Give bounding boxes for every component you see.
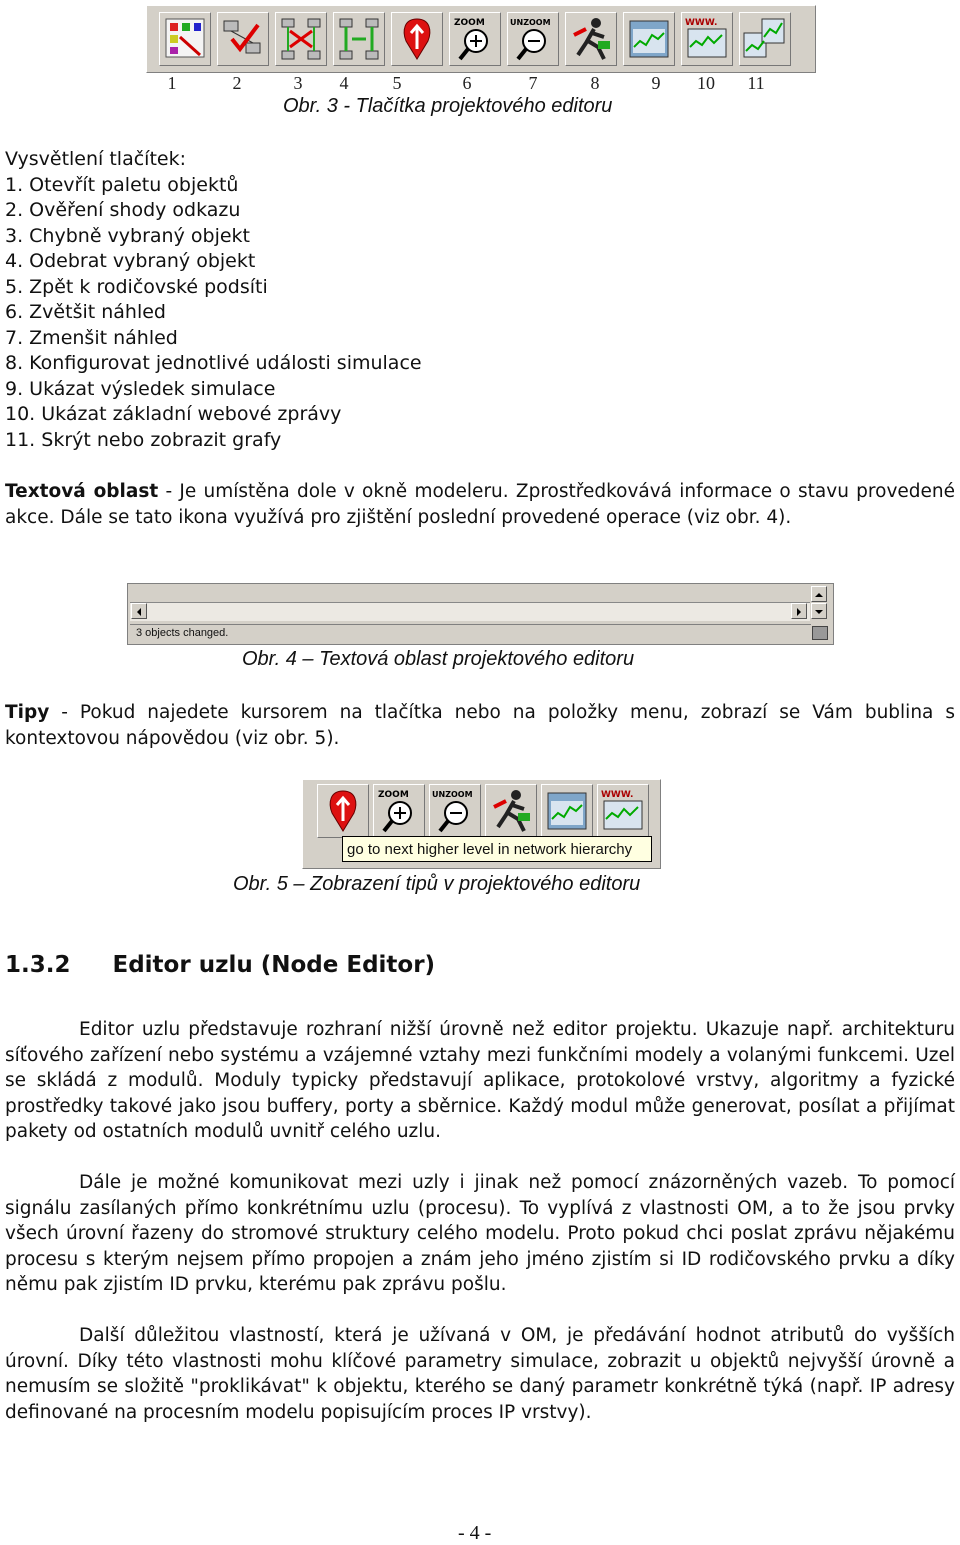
buttons-heading: Vysvětlení tlačítek: <box>5 148 186 170</box>
button-number: 8 <box>590 73 600 93</box>
list-item: 4. Odebrat vybraný objekt <box>5 250 256 272</box>
list-item: 3. Chybně vybraný objekt <box>5 225 250 247</box>
list-item: 1. Otevřít paletu objektů <box>5 174 239 196</box>
parent-subnet-icon <box>394 15 440 63</box>
button-number: 3 <box>293 73 303 93</box>
web-report-icon <box>684 15 732 63</box>
toggle-graphs-button[interactable] <box>739 12 791 66</box>
body-paragraph: Dále je možné komunikovat mezi uzly i jinak než pomocí znázorněných vazeb. To pomocí signálu zasílaných přímo konkrétnímu uzlu (procesu). To vyplívá z vlastnosti OM, a to že jsou prvky všech úrovní řazeny do stromové struktury celého modelu. Proto pokud chci poslat zprávu nějakému procesu s kterým nejsem přímo propojen a znám jeho jméno zjistím si ID rodičovského prvku a díky němu pak zjistím ID prvku, kterému pak zprávu pošlu. <box>5 1172 955 1296</box>
button-number: 4 <box>339 73 349 93</box>
tips-paragraph <box>5 700 955 751</box>
horizontal-scrollbar[interactable] <box>130 602 810 621</box>
button-number: 5 <box>392 73 402 93</box>
button-number: 1 <box>167 73 177 93</box>
graphs-icon <box>742 15 788 63</box>
scroll-up-button[interactable] <box>811 586 827 602</box>
web-reports-button[interactable] <box>597 784 649 838</box>
list-item: 11. Skrýt nebo zobrazit grafy <box>5 429 282 451</box>
web-report-icon <box>600 787 648 835</box>
view-results-button[interactable] <box>541 784 593 838</box>
zoom-out-button[interactable] <box>507 12 559 66</box>
zoom-in-icon <box>452 15 500 63</box>
web-reports-button[interactable] <box>681 12 733 66</box>
body-paragraph: Editor uzlu představuje rozhraní nižší úrovně než editor projektu. Ukazuje např. architekturu síťového zařízení nebo systému a vzájemné vztahy mezi funkčními modely a volanými funkcemi. Uzel se skládá z modulů. Moduly typicky představují aplikace, protokolové vrstvy, algoritmy a fyzické prostředky takové jako jsou buffery, porty a sběrnice. Každý modul může generovat, posílat a přijímat pakety od ostatních modulů uvnitř celého uzlu. <box>5 1019 955 1143</box>
parent-subnet-icon <box>320 787 366 835</box>
figure4-caption: Obr. 4 – Textová oblast projektového editoru <box>242 648 635 670</box>
text-area-description: - Je umístěna dole v okně modeleru. Zprostředkovává informace o stavu provedené akce. Dále se tato ikona využívá pro zjištění poslední provedené operace (viz obr. 4). <box>5 481 956 528</box>
parent-subnet-button[interactable] <box>317 784 369 838</box>
scroll-left-button[interactable] <box>131 603 147 619</box>
verify-links-button[interactable] <box>217 12 269 66</box>
results-graph-icon <box>626 15 672 63</box>
list-item: 6. Zvětšit náhled <box>5 301 166 323</box>
button-number: 2 <box>232 73 242 93</box>
zoom-label: ZOOM <box>378 790 409 800</box>
tips-description: - Pokud najedete kursorem na tlačítka nebo na položky menu, zobrazí se Vám bublina s kontextovou nápovědou (viz obr. 5). <box>5 702 955 749</box>
arrow-right-icon <box>792 605 806 619</box>
list-item: 8. Konfigurovat jednotlivé události simulace <box>5 352 422 374</box>
remove-object-icon <box>336 15 382 63</box>
body-paragraph: Další důležitou vlastností, která je užívaná v OM, je předávání hodnot atributů do vyšších úrovní. Díky této vlastnosti mohu klíčové parametry simulace, zobrazit u objektů nejvyšší úrovně a nemusím se složitě "proklikávat" k objektu, kterého se daný parametr konkrétně týká (např. IP adresy definované na procesním modelu popisujícím proces IP vrstvy). <box>5 1325 955 1423</box>
zoom-in-button[interactable] <box>373 784 425 838</box>
zoom-out-icon <box>432 787 480 835</box>
parent-subnet-button[interactable] <box>391 12 443 66</box>
button-number: 7 <box>528 73 538 93</box>
zoom-out-button[interactable] <box>429 784 481 838</box>
unzoom-label: UNZOOM <box>510 18 551 27</box>
unzoom-label: UNZOOM <box>432 790 473 799</box>
zoom-in-button[interactable] <box>449 12 501 66</box>
section-title: Editor uzlu (Node Editor) <box>112 952 436 978</box>
tips-term: Tipy <box>5 702 50 723</box>
configure-simulation-button[interactable] <box>485 784 537 838</box>
button-number: 6 <box>462 73 472 93</box>
view-results-button[interactable] <box>623 12 675 66</box>
link-check-icon <box>220 15 266 63</box>
zoom-label: ZOOM <box>454 18 485 28</box>
remove-object-button[interactable] <box>333 12 385 66</box>
bad-object-button[interactable] <box>275 12 327 66</box>
runner-icon <box>568 15 614 63</box>
status-text: 3 objects changed. <box>130 624 811 641</box>
button-number: 10 <box>697 73 715 93</box>
configure-simulation-button[interactable] <box>565 12 617 66</box>
open-palette-button[interactable] <box>159 12 211 66</box>
zoom-in-icon <box>376 787 424 835</box>
runner-icon <box>488 787 534 835</box>
figure5-caption: Obr. 5 – Zobrazení tipů v projektového editoru <box>233 873 641 895</box>
arrow-down-icon <box>812 605 826 619</box>
zoom-out-icon <box>510 15 558 63</box>
www-label: WWW. <box>685 18 718 28</box>
button-number: 9 <box>651 73 661 93</box>
list-item: 7. Zmenšit náhled <box>5 327 178 349</box>
editor-text-area <box>127 583 834 645</box>
section-number: 1.3.2 <box>5 952 71 978</box>
scroll-down-button[interactable] <box>811 603 827 619</box>
list-item: 2. Ověření shody odkazu <box>5 199 241 221</box>
page-number: - 4 - <box>458 1522 492 1544</box>
scroll-right-button[interactable] <box>791 603 807 619</box>
arrow-up-icon <box>812 588 826 602</box>
palette-icon <box>162 15 208 63</box>
button-number: 11 <box>747 73 765 93</box>
section-heading <box>5 952 435 978</box>
tooltip: go to next higher level in network hierarchy <box>342 836 652 862</box>
results-graph-icon <box>544 787 590 835</box>
status-icon <box>812 626 828 640</box>
www-label: WWW. <box>601 790 634 800</box>
project-editor-toolbar <box>146 5 816 73</box>
text-area-term: Textová oblast <box>5 481 159 502</box>
list-item: 9. Ukázat výsledek simulace <box>5 378 276 400</box>
figure3-caption: Obr. 3 - Tlačítka projektového editoru <box>283 95 613 117</box>
text-area-paragraph <box>5 479 955 530</box>
list-item: 5. Zpět k rodičovské podsíti <box>5 276 268 298</box>
bad-object-icon <box>278 15 324 63</box>
list-item: 10. Ukázat základní webové zprávy <box>5 403 342 425</box>
arrow-left-icon <box>132 605 146 619</box>
